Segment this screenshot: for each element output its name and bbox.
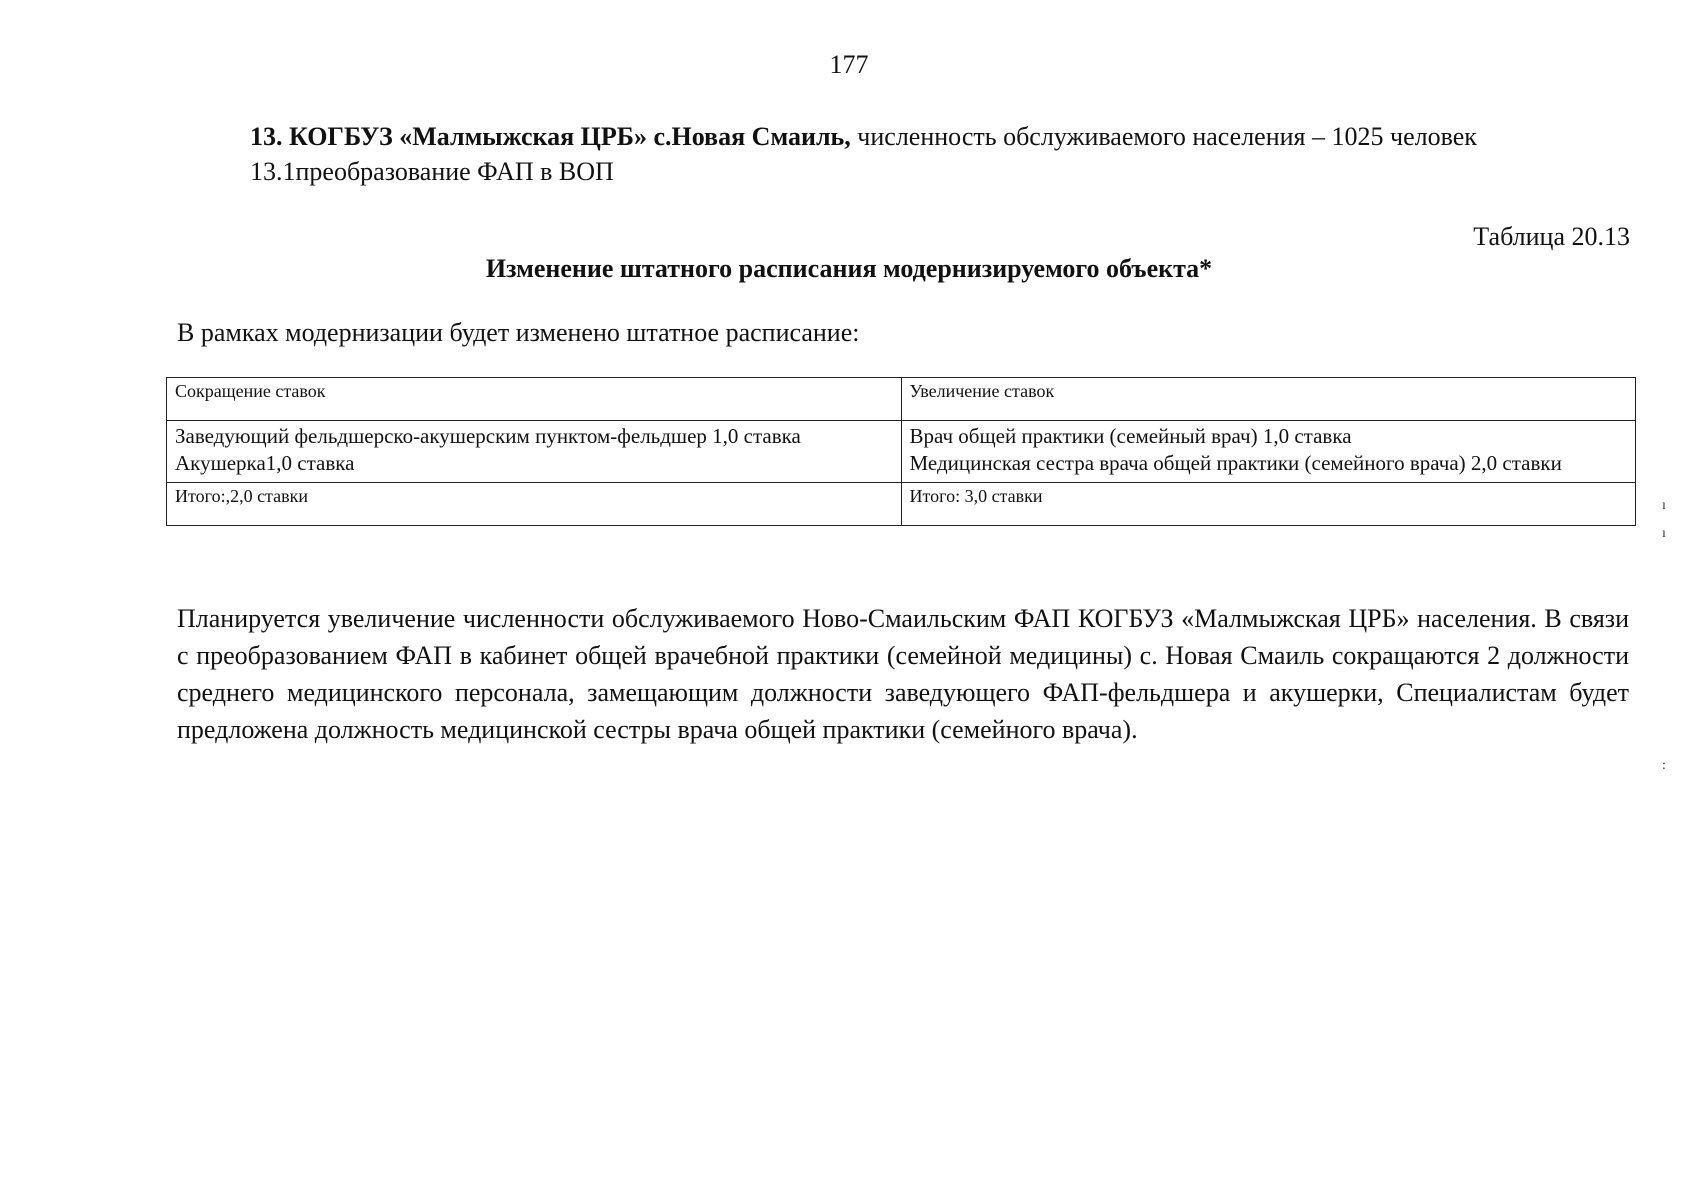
list-item: Заведующий фельдшерско-акушерским пунктом-фельдшер 1,0 ставка <box>175 424 801 448</box>
table-header-row <box>167 378 1636 421</box>
total-increases: Итого: 3,0 ставки <box>901 482 1636 525</box>
total-reductions: Итого:,2,0 ставки <box>167 482 902 525</box>
list-item: Медицинская сестра врача общей практики (семейного врача) 2,0 ставки <box>909 451 1562 476</box>
header-increases: Увеличение ставок <box>901 378 1636 421</box>
subsection-heading: 13.1преобразование ФАП в ВОП <box>250 157 614 186</box>
table-title: Изменение штатного расписания модернизируемого объекта* <box>485 254 1213 283</box>
list-item: Врач общей практики (семейный врач) 1,0 ставка <box>909 424 1352 448</box>
header-reductions: Сокращение ставок <box>167 378 902 421</box>
page-number: 177 <box>829 50 869 79</box>
body-paragraph: Планируется увеличение численности обслуживаемого Ново-Смаильским ФАП КОГБУЗ «Малмыжская ЦРБ» населения. В связи с преобразованием ФАП в кабинет общей врачебной практики (семейной медицины) с. Новая Смаиль сокращаются 2 должности среднего медицинского персонала, замещающим должности заведующего ФАП-фельдшера и акушерки, Специалистам будет предложена должность медицинской сестры врача общей практики (семейного врача). <box>177 604 1629 744</box>
section-heading-bold: 13. КОГБУЗ «Малмыжская ЦРБ» с.Новая Смаиль, <box>250 122 851 151</box>
table-row <box>167 421 1636 483</box>
scan-artifact: ı <box>1662 526 1666 541</box>
scan-artifact: ı <box>1662 498 1666 513</box>
increases-cell <box>901 421 1636 483</box>
section-heading-regular: численность обслуживаемого населения – 1025 человек <box>850 122 1477 151</box>
table-total-row <box>167 482 1636 525</box>
section-heading <box>250 122 1477 152</box>
intro-text: В рамках модернизации будет изменено штатное расписание: <box>177 318 860 347</box>
table-caption: Таблица 20.13 <box>1473 222 1630 251</box>
scan-artifact: : <box>1662 758 1666 773</box>
staff-schedule-table <box>166 377 1636 526</box>
list-item: Акушерка1,0 ставка <box>175 451 355 476</box>
reductions-cell <box>167 421 902 483</box>
